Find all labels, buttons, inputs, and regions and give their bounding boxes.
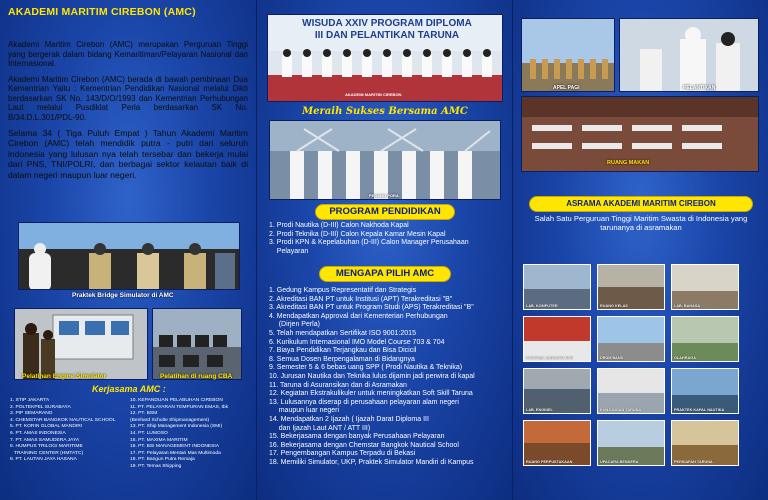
list-item: 8. Semua Dosen Berpengalaman di Bidangnya bbox=[269, 355, 415, 363]
panel-right bbox=[512, 0, 768, 500]
thumb-caption: LAB. ENGINEL bbox=[526, 408, 553, 412]
list-item: 12. PT. BSM bbox=[130, 411, 158, 417]
list-item: 4. Mendapatkan Approval dari Kementerian Perhubungan bbox=[269, 312, 448, 320]
list-item: 6. PT. AMAS INDONESIA bbox=[10, 430, 66, 436]
list-item: Pelayaran bbox=[269, 247, 309, 255]
pedang-pora-photo bbox=[269, 120, 501, 200]
asrama-subtitle: Salah Satu Perguruan Tinggi Maritim Swasta di Indonesia yang tarunanya di asramakan bbox=[534, 214, 748, 232]
paragraph-1: Akademi Maritim Cirebon (AMC) merupakan Perguruan Tinggi yang bergerak dalam bidang Kemaritiman/Pelayaran Nasional dan Internasional. bbox=[8, 40, 248, 68]
thumb-caption: LAB. BAHASA bbox=[674, 304, 701, 308]
list-item: 16. Bekerjasama dengan Chemstar Bangkok Nautical School bbox=[269, 441, 459, 449]
list-item: 3. Akreditasi BAN PT untuk Program Studi (APS) Terakreditasi "B" bbox=[269, 304, 474, 312]
list-item: 9. Semester 5 & 6 bebas uang SPP ( Prodi Nautika & Teknika) bbox=[269, 364, 463, 372]
pedang-pora-illustration bbox=[270, 121, 501, 200]
reasons-list bbox=[269, 287, 505, 467]
engine-simulator-photo bbox=[14, 308, 148, 380]
list-item: 11. Taruna di Asuransikan dan di Asramakan bbox=[269, 381, 407, 389]
thumb-caption: PRAKTEK KAPAL NAUTIKA bbox=[674, 408, 725, 412]
list-item: 14. PT. LUMOSO bbox=[130, 430, 168, 436]
intro-text bbox=[8, 40, 248, 186]
list-item: 7. Biaya Pendidikan Terjangkau dan Bisa Dicicil bbox=[269, 347, 417, 355]
list-item: 10. KEPANDUAN PELABUHAN CIREBON bbox=[130, 398, 223, 403]
caption-engine-simulator: Pelatihan Engine Simulator bbox=[22, 373, 107, 380]
thumb-kapal-nautika bbox=[671, 368, 739, 414]
thumb-lab-bahasa bbox=[671, 264, 739, 310]
bridge-simulator-photo bbox=[18, 222, 240, 290]
list-item: 8. HUMPUS TRILOGI MARITIME bbox=[10, 444, 83, 450]
thumb-caption: KUNJUNGAN TARUNA bbox=[600, 408, 642, 412]
thumb-ruang-kelas bbox=[597, 264, 665, 310]
page-title: AKADEMI MARITIM CIREBON (AMC) bbox=[8, 6, 196, 18]
caption-cba: Pelatihan di ruang CBA bbox=[160, 373, 233, 380]
thumb-caption: RUANG PERPUSTAKAAN bbox=[526, 460, 573, 464]
graduation-banner-small: AKADEMI MARITIM CIREBON bbox=[345, 92, 402, 97]
list-item: 1. Prodi Nautika (D-III) Calon Nakhoda Kapal bbox=[269, 222, 409, 229]
list-item: 12. Kegiatan Ekstrakulikuler untuk meningkatkan Soft Skill Taruna bbox=[269, 390, 473, 398]
list-item: 3. PIP SEMARANG bbox=[10, 411, 53, 417]
list-item: 15. Bekerjasama dengan banyak Perusahaan Pelayaran bbox=[269, 433, 445, 441]
list-item: (Benhard Schulte Shipmanagement) bbox=[130, 417, 210, 423]
list-item: 6. Kurikulum Internasional IMO Model Course 703 & 704 bbox=[269, 338, 445, 346]
thumb-caption: OLAHRAGA bbox=[674, 356, 696, 360]
list-item: 1. STIP JAKARTA bbox=[10, 398, 50, 403]
partners-list-left bbox=[10, 398, 115, 464]
thumb-upacara bbox=[597, 420, 665, 466]
list-item: 2. POLTEKPEL SURABAYA bbox=[10, 404, 71, 410]
list-item: 18. Memiliki Simulator, UKP, Praktek Simulator Mandiri di Kampus bbox=[269, 458, 474, 466]
list-item: 9. PT. LAUTAN JAYA HASANA bbox=[10, 457, 77, 463]
list-item: 18. PT. Bangun Putra Remaja bbox=[130, 457, 195, 463]
thumb-praktek-kpn bbox=[523, 316, 591, 362]
panel-left bbox=[0, 0, 256, 500]
list-item: 5. Telah mendapatkan Sertifikat ISO 9001:2015 bbox=[269, 329, 416, 337]
partners-list-right bbox=[130, 398, 228, 471]
list-item: TRAINING CENTER (HMTATC) bbox=[10, 450, 84, 456]
thumb-caption: RUANG KELAS bbox=[600, 304, 628, 308]
caption-pedang-pora: PEDANG PORA bbox=[369, 193, 399, 198]
list-item: 5. PT. KORIN GLOBAL MANDIRI bbox=[10, 424, 83, 430]
paragraph-3: Selama 34 ( Tiga Puluh Empat ) Tahun Akademi Maritim Cirebon (AMC) telah mendidik putra - putri dari seluruh indonesia yang lulusan nya telah tersebar dan bekerja mulai dari PNS, TNI/POLRI, dan berbagai sektor kelautan baik di dalam negeri maupun luar negeri. bbox=[8, 128, 248, 180]
thumb-lab-engine bbox=[523, 368, 591, 414]
motto: Meraih Sukses Bersama AMC bbox=[302, 106, 468, 117]
list-item: 7. PT. AMAS SAMUDERA JAYA bbox=[10, 437, 80, 443]
list-item: 14. Mendapatkan 2 Ijazah ( Ijazah Darat Diploma III bbox=[269, 415, 429, 423]
thumb-caption: LAB. KOMPUTER bbox=[526, 304, 558, 308]
thumb-olahraga bbox=[671, 316, 739, 362]
partners-title: Kerjasama AMC : bbox=[92, 384, 166, 394]
list-item: 17. Pengembangan Kampus Terpadu di Bekasi bbox=[269, 450, 416, 458]
thumb-persiapan bbox=[671, 420, 739, 466]
thumb-caption: PRAKTEK JURUSAN KPN bbox=[526, 356, 573, 360]
list-item: 2. Akreditasi BAN PT untuk Institusi (APT) Terakreditasi "B" bbox=[269, 295, 453, 303]
list-item: 1. Gedung Kampus Representatif dan Strategis bbox=[269, 287, 417, 294]
graduation-banner-text: WISUDA XXIV PROGRAM DIPLOMA III DAN PELANTIKAN TARUNA bbox=[302, 18, 472, 41]
apel-pagi-illustration bbox=[522, 19, 615, 92]
caption-ruang-makan: RUANG MAKAN bbox=[607, 160, 650, 166]
cba-room-photo bbox=[152, 308, 242, 380]
list-item: 13. Lulusannya diserap di perusahaan pelayaran alam negeri bbox=[269, 398, 459, 406]
thumb-lab-komputer bbox=[523, 264, 591, 310]
list-item: 15. PT. MAXIMA MARITIM bbox=[130, 437, 188, 443]
thumb-perpustakaan bbox=[523, 420, 591, 466]
program-list bbox=[269, 222, 505, 256]
panel-middle bbox=[256, 0, 512, 500]
pelantikan-photo bbox=[619, 18, 759, 92]
apel-pagi-photo bbox=[521, 18, 615, 92]
list-item: maupun luar negeri bbox=[269, 407, 340, 415]
list-item: 17. PT. Pelayaran Mentari Mas Multimoda bbox=[130, 450, 221, 456]
asrama-title: ASRAMA AKADEMI MARITIM CIREBON bbox=[529, 196, 753, 212]
thumb-caption: PERSIAPAN TARUNA bbox=[674, 460, 713, 464]
list-item: 16. PT. BSI MANAGEMENT INDONESIA bbox=[130, 444, 220, 450]
thumb-caption: DRUM BAND bbox=[600, 356, 624, 360]
list-item: 4. CHEMSTAR BANGKOK NAUTICAL SCHOOL bbox=[10, 417, 116, 423]
list-item: (Dirjen Perla) bbox=[269, 321, 320, 329]
thumb-caption: UPACARA BENDERA bbox=[600, 460, 639, 464]
why-title: MENGAPA PILIH AMC bbox=[319, 266, 451, 282]
list-item: 11. PT. PELAYARAN TEMPURAN EMAS, tbk bbox=[130, 404, 229, 410]
engine-simulator-illustration bbox=[15, 309, 148, 380]
thumb-drum-band bbox=[597, 316, 665, 362]
thumb-kunjungan bbox=[597, 368, 665, 414]
list-item: 19. PT. Temas Shipping bbox=[130, 463, 182, 469]
caption-bridge-simulator: Praktek Bridge Simulator di AMC bbox=[72, 292, 174, 299]
list-item: 13. PT. Ship Management Indonesia (SMI) bbox=[130, 424, 223, 430]
caption-pelantikan: PELANTIKAN bbox=[683, 85, 716, 91]
program-title: PROGRAM PENDIDIKAN bbox=[315, 204, 455, 220]
list-item: 3. Prodi KPN & Kepelabuhan (D-III) Calon Manager Perusahaan bbox=[269, 239, 469, 247]
caption-apel-pagi: APEL PAGI bbox=[553, 85, 580, 91]
bridge-simulator-illustration bbox=[19, 223, 240, 290]
list-item: 2. Prodi Teknika (D-III) Calon Kepala Kamar Mesin Kapal bbox=[269, 230, 446, 238]
cba-room-illustration bbox=[153, 309, 242, 380]
pelantikan-illustration bbox=[620, 19, 759, 92]
paragraph-2: Akademi Maritim Cirebon (AMC) berada di bawah pembinaan Dua Kementrian Yaitu : Kementrian Pendidikan Nasional melalui Dikti berdasarkan SK No. 143/D/O/1993 dan Kementrian Perhubungan Laut melalui Pusdiklat Perla berdasarkan SK No. B/34.D.L.301/PDL-90. bbox=[8, 74, 248, 122]
list-item: dan Ijazah Laut ANT / ATT III) bbox=[269, 424, 371, 432]
list-item: 10. Jurusan Nautika dan Teknika lulus dijamin jadi perwira di kapal bbox=[269, 372, 475, 380]
